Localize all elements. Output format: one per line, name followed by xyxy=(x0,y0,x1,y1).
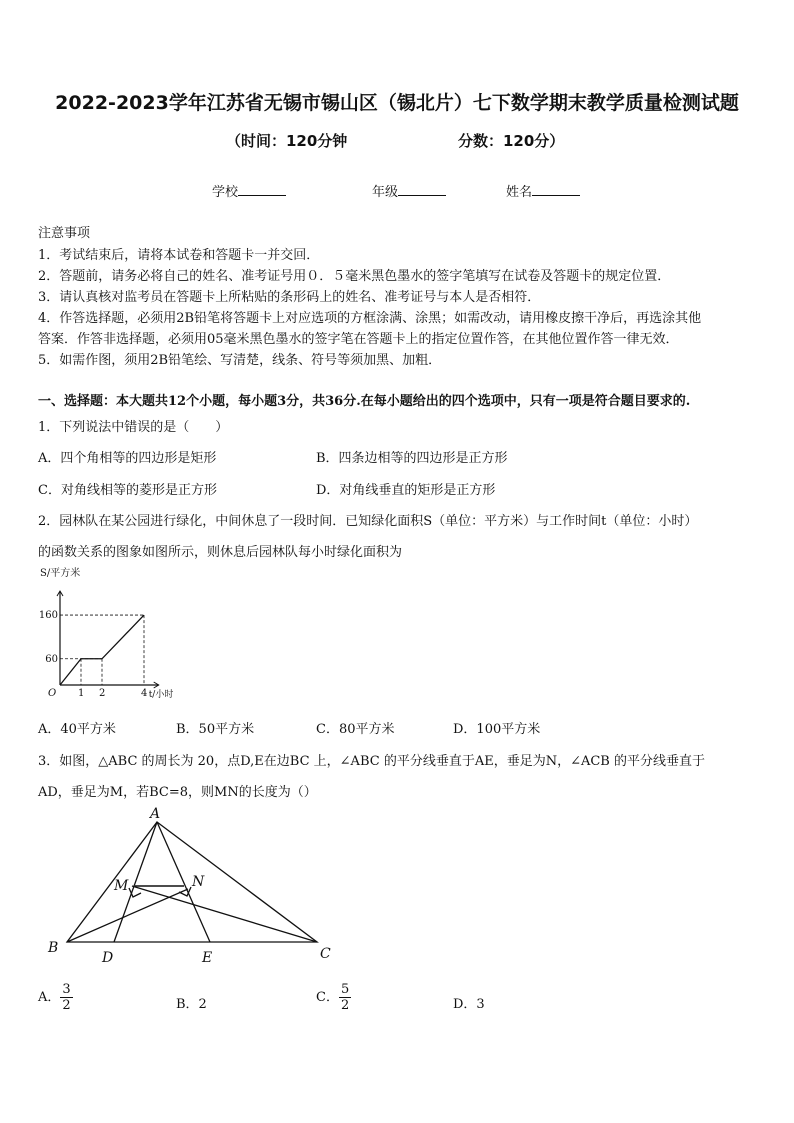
q3-option-a-prefix: A． xyxy=(38,990,61,1005)
school-label: 学校 xyxy=(212,185,239,200)
q3-option-b[interactable]: B．2 xyxy=(176,997,207,1012)
fraction-denominator: 2 xyxy=(62,998,71,1013)
y-axis-label: S/平方米 xyxy=(40,568,81,579)
notice-heading: 注意事项 xyxy=(38,226,91,241)
origin-label: O xyxy=(48,688,57,699)
x-tick-label: 2 xyxy=(99,688,106,699)
y-tick-label: 160 xyxy=(38,610,58,622)
notice-line: 5．如需作图，须用2B铅笔绘、写清楚，线条、符号等须加黑、加粗． xyxy=(38,353,442,368)
notice-line: 答案．作答非选择题，必须用05毫米黑色墨水的签字笔在答题卡上的指定位置作答，在其他位置作答一律无效． xyxy=(38,332,679,347)
q2-option-b[interactable]: B．50平方米 xyxy=(176,722,255,737)
label-c: C xyxy=(320,946,331,962)
score-label: 分数：120分） xyxy=(458,132,565,150)
q3-option-d[interactable]: D．3 xyxy=(453,997,485,1012)
q3-option-c[interactable] xyxy=(316,982,351,1013)
q2-graph xyxy=(36,566,174,704)
q1-option-b[interactable]: B．四条边相等的四边形是正方形 xyxy=(316,451,508,466)
fraction-three-halves xyxy=(60,982,72,1013)
q2-option-a[interactable]: A．40平方米 xyxy=(38,722,116,737)
fraction-numerator: 5 xyxy=(340,982,350,997)
fraction-five-halves xyxy=(339,982,351,1013)
q3-stem-line1: 3．如图，△ABC 的周长为 20，点D,E在边BC 上，∠ABC 的平分线垂直于AE，垂足为N，∠ACB 的平分线垂直于 xyxy=(38,754,705,769)
label-e: E xyxy=(202,950,213,966)
name-blank[interactable] xyxy=(532,183,580,196)
label-n: N xyxy=(192,874,205,890)
label-m: M xyxy=(114,878,129,894)
q2-stem-line1: 2．园林队在某公园进行绿化，中间休息了一段时间．已知绿化面积S（单位：平方米）与工作时间t（单位：小时） xyxy=(38,514,698,529)
grade-label: 年级 xyxy=(372,185,399,200)
notice-line: 3．请认真核对监考员在答题卡上所粘贴的条形码上的姓名、准考证号与本人是否相符． xyxy=(38,290,541,305)
q1-option-c[interactable]: C．对角线相等的菱形是正方形 xyxy=(38,483,217,498)
y-tick-label: 60 xyxy=(45,653,58,665)
notice-line: 1．考试结束后，请将本试卷和答题卡一并交回． xyxy=(38,248,320,263)
bisector-c xyxy=(132,886,317,942)
grade-blank[interactable] xyxy=(398,183,446,196)
q3-triangle-figure xyxy=(42,804,342,972)
label-d: D xyxy=(102,950,114,966)
x-axis-label: t/小时 xyxy=(148,690,174,700)
notice-line: 4．作答选择题，必须用2B铅笔将答题卡上对应选项的方框涂满、涂黑；如需改动，请用橡皮擦干净后，再选涂其他 xyxy=(38,311,702,326)
grade-field[interactable] xyxy=(372,181,446,200)
q2-stem-line2: 的函数关系的图象如图所示，则休息后园林队每小时绿化面积为 xyxy=(38,545,403,560)
label-b: B xyxy=(48,940,59,956)
time-label: （时间：120分钟 xyxy=(226,132,348,150)
name-field[interactable] xyxy=(506,181,580,200)
name-label: 姓名 xyxy=(506,185,533,200)
q2-option-d[interactable]: D．100平方米 xyxy=(453,722,541,737)
notice-line: 2．答题前，请务必将自己的姓名、准考证号用０．５毫米黑色墨水的签字笔填写在试卷及答题卡的规定位置． xyxy=(38,269,671,284)
fraction-numerator: 3 xyxy=(62,982,71,997)
q1-stem: 1．下列说法中错误的是（ ） xyxy=(38,420,229,435)
school-field[interactable] xyxy=(212,181,286,200)
page-title: 2022-2023学年江苏省无锡市锡山区（锡北片）七下数学期末教学质量检测试题 xyxy=(55,92,739,114)
fraction-denominator: 2 xyxy=(340,998,350,1013)
q2-option-c[interactable]: C．80平方米 xyxy=(316,722,395,737)
x-tick-label: 4 xyxy=(141,688,148,699)
q1-option-a[interactable]: A．四个角相等的四边形是矩形 xyxy=(38,451,217,466)
section-heading: 一、选择题：本大题共12个小题，每小题3分，共36分.在每小题给出的四个选项中，只有一项是符合题目要求的. xyxy=(38,394,691,409)
q1-option-d[interactable]: D．对角线垂直的矩形是正方形 xyxy=(316,483,496,498)
school-blank[interactable] xyxy=(238,183,286,196)
label-a: A xyxy=(150,806,161,822)
x-tick-label: 1 xyxy=(78,688,85,699)
q3-option-a[interactable] xyxy=(38,982,73,1013)
q3-option-c-prefix: C． xyxy=(316,990,339,1005)
q3-stem-line2: AD，垂足为M，若BC=8，则MN的长度为（） xyxy=(38,785,317,800)
